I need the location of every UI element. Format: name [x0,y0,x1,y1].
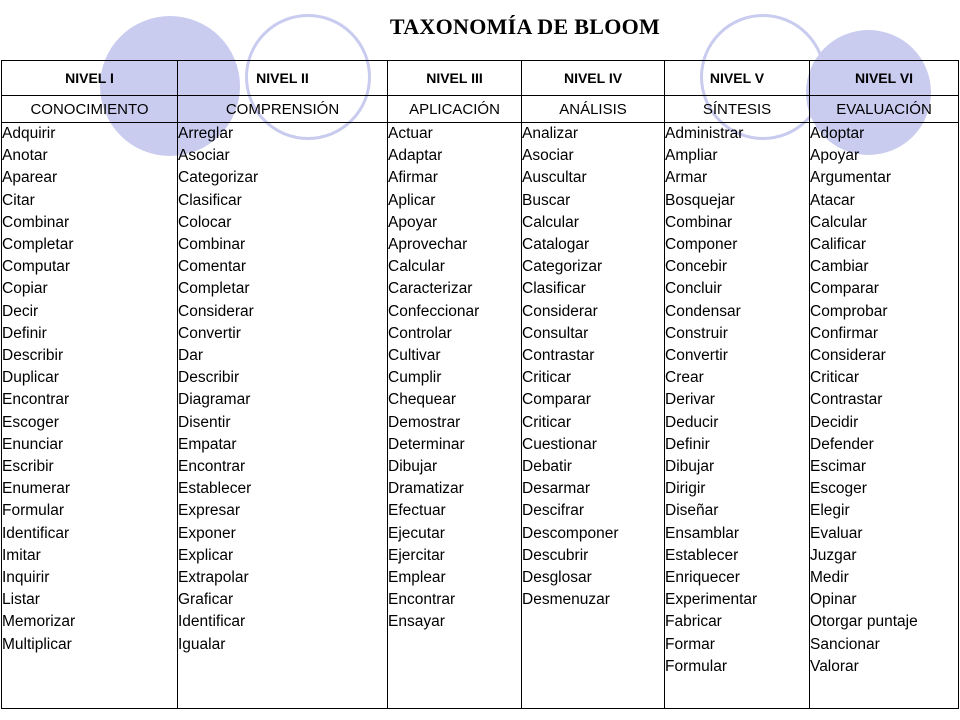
verb-item: Comentar [178,258,247,276]
verb-list-nivel-iv [522,123,665,709]
verb-item: Contrastar [810,391,883,409]
verb-item: Juzgar [810,546,857,564]
verb-item: Apoyar [388,213,438,231]
verb-list-nivel-iii [388,123,522,709]
verb-item: Escoger [810,480,867,498]
verb-item: Calificar [810,236,866,254]
category-header: APLICACIÓN [388,96,522,123]
verb-item: Aparear [2,169,58,187]
verb-item: Describir [2,347,64,365]
verb-item: Desmenuzar [522,591,610,609]
verb-item: Calcular [810,213,867,231]
page-title: TAXONOMÍA DE BLOOM [389,14,661,39]
verb-item: Administrar [665,125,744,142]
verb-item: Actuar [388,125,433,142]
verb-item: Defender [810,435,874,453]
verb-item: Escoger [2,413,59,431]
verb-item: Ensamblar [665,524,740,542]
verb-item: Dirigir [665,480,706,498]
verb-item: Combinar [178,236,246,254]
verb-item: Fabricar [665,613,722,631]
verb-item: Comprobar [810,302,888,320]
verb-item: Enumerar [2,480,71,498]
verb-item: Criticar [522,369,572,387]
verb-item: Diseñar [665,502,719,520]
verb-item: Cumplir [388,369,442,387]
verb-item: Clasificar [522,280,586,298]
verb-item: Bosquejar [665,191,735,209]
verb-item: Derivar [665,391,715,409]
verb-item: Ampliar [665,147,718,165]
verb-list-nivel-i [2,123,178,709]
verb-item: Ejecutar [388,524,445,542]
verb-item: Categorizar [178,169,259,187]
verb-item: Descubrir [522,546,589,564]
level-header: NIVEL VI [810,61,959,96]
verb-item: Ensayar [388,613,445,631]
verbs-row [2,123,959,709]
verb-item: Formar [665,635,715,653]
verb-item: Graficar [178,591,234,609]
verb-item: Ejercitar [388,546,445,564]
verb-item: Sancionar [810,635,880,653]
verb-item: Comparar [522,391,591,409]
verb-item: Imitar [2,546,41,564]
verb-item: Establecer [178,480,252,498]
verb-item: Contrastar [522,347,595,365]
verb-item: Inquirir [2,569,50,587]
verb-item: Concebir [665,258,728,276]
category-header: CONOCIMIENTO [2,96,178,123]
verb-item: Identificar [2,524,70,542]
verb-item: Describir [178,369,240,387]
level-header: NIVEL II [178,61,388,96]
verb-item: Disentir [178,413,231,431]
verb-item: Demostrar [388,413,461,431]
verb-item: Enriquecer [665,569,740,587]
verb-item: Calcular [388,258,445,276]
verb-item: Combinar [2,213,70,231]
verb-item: Categorizar [522,258,603,276]
verb-item: Memorizar [2,613,76,631]
verb-item: Emplear [388,569,446,587]
verb-item: Considerar [810,347,886,365]
verb-item: Diagramar [178,391,251,409]
verb-item: Multiplicar [2,635,72,653]
verb-item: Extrapolar [178,569,249,587]
verb-item: Enunciar [2,435,64,453]
verb-item: Dramatizar [388,480,464,498]
verb-item: Descifrar [522,502,585,520]
verb-item: Crear [665,369,704,387]
verb-item: Adoptar [810,125,865,142]
verb-item: Decir [2,302,39,320]
verb-item: Componer [665,236,738,254]
verb-item: Aplicar [388,191,436,209]
verb-item: Catalogar [522,236,590,254]
verb-item: Considerar [522,302,598,320]
verb-item: Afirmar [388,169,438,187]
verb-item: Duplicar [2,369,59,387]
level-header-row [2,61,959,96]
level-header: NIVEL III [388,61,522,96]
verb-item: Aprovechar [388,236,468,254]
verb-item: Adquirir [2,125,56,142]
verb-item: Caracterizar [388,280,473,298]
verb-item: Formular [665,657,728,675]
verb-item: Condensar [665,302,741,320]
verb-item: Desarmar [522,480,591,498]
verb-item: Consultar [522,324,589,342]
verb-item: Igualar [178,635,226,653]
verb-item: Auscultar [522,169,587,187]
category-header: SÍNTESIS [665,96,810,123]
verb-item: Adaptar [388,147,443,165]
verb-list-nivel-vi [810,123,959,709]
verb-item: Construir [665,324,728,342]
verb-item: Atacar [810,191,855,209]
verb-item: Evaluar [810,524,863,542]
verb-item: Establecer [665,546,739,564]
verb-item: Completar [2,236,74,254]
verb-item: Listar [2,591,40,609]
verb-item: Cuestionar [522,435,597,453]
verb-item: Encontrar [2,391,70,409]
level-header: NIVEL IV [522,61,665,96]
verb-item: Dibujar [665,458,715,476]
verb-item: Definir [665,435,710,453]
verb-item: Escimar [810,458,866,476]
verb-item: Deducir [665,413,719,431]
level-header: NIVEL V [665,61,810,96]
verb-item: Opinar [810,591,857,609]
category-header: COMPRENSIÓN [178,96,388,123]
verb-item: Arreglar [178,125,234,142]
level-header: NIVEL I [2,61,178,96]
verb-item: Citar [2,191,35,209]
verb-item: Completar [178,280,250,298]
verb-item: Encontrar [388,591,456,609]
verb-list-nivel-ii [178,123,388,709]
verb-item: Medir [810,569,849,587]
verb-item: Explicar [178,546,234,564]
verb-item: Dibujar [388,458,438,476]
category-header: ANÁLISIS [522,96,665,123]
verb-item: Debatir [522,458,572,476]
verb-item: Colocar [178,213,232,231]
verb-item: Argumentar [810,169,891,187]
verb-item: Concluir [665,280,722,298]
verb-item: Definir [2,324,47,342]
verb-list-nivel-v [665,123,810,709]
verb-item: Convertir [178,324,241,342]
bloom-taxonomy-table [1,60,959,709]
verb-item: Formular [2,502,65,520]
verb-item: Identificar [178,613,246,631]
verb-item: Calcular [522,213,579,231]
verb-item: Convertir [665,347,728,365]
verb-item: Comparar [810,280,879,298]
verb-item: Armar [665,169,708,187]
verb-item: Empatar [178,435,237,453]
verb-item: Exponer [178,524,236,542]
verb-item: Encontrar [178,458,246,476]
verb-item: Determinar [388,435,465,453]
verb-item: Cambiar [810,258,869,276]
verb-item: Apoyar [810,147,860,165]
verb-item: Chequear [388,391,457,409]
verb-item: Copiar [2,280,48,298]
verb-item: Combinar [665,213,733,231]
verb-item: Criticar [810,369,860,387]
verb-item: Criticar [522,413,572,431]
verb-item: Experimentar [665,591,758,609]
verb-item: Considerar [178,302,254,320]
verb-item: Computar [2,258,71,276]
verb-item: Desglosar [522,569,592,587]
verb-item: Dar [178,347,203,365]
verb-item: Analizar [522,125,578,142]
verb-item: Cultivar [388,347,441,365]
verb-item: Descomponer [522,524,619,542]
verb-item: Asociar [522,147,574,165]
category-header-row [2,96,959,123]
verb-item: Anotar [2,147,48,165]
verb-item: Otorgar puntaje [810,613,918,631]
verb-item: Elegir [810,502,850,520]
verb-item: Decidir [810,413,859,431]
verb-item: Buscar [522,191,571,209]
verb-item: Confeccionar [388,302,480,320]
verb-item: Escribir [2,458,54,476]
verb-item: Clasificar [178,191,242,209]
category-header: EVALUACIÓN [810,96,959,123]
verb-item: Controlar [388,324,452,342]
verb-item: Asociar [178,147,230,165]
verb-item: Efectuar [388,502,446,520]
verb-item: Valorar [810,657,859,675]
verb-item: Expresar [178,502,241,520]
verb-item: Confirmar [810,324,879,342]
